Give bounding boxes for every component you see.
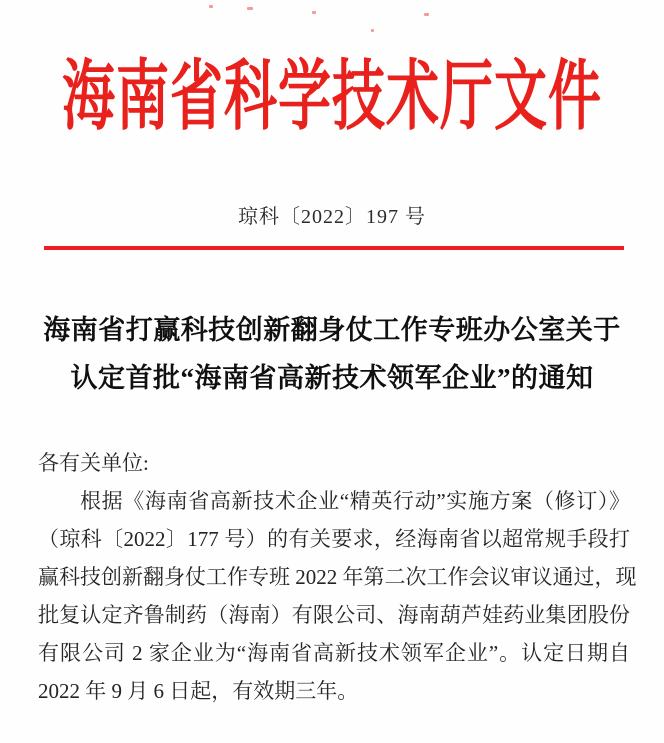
scan-speck xyxy=(312,11,316,14)
paragraph-line: 根据《海南省高新技术企业“精英行动”实施方案（修订）》 xyxy=(80,489,630,513)
document-number: 琼科〔2022〕197 号 xyxy=(238,206,426,228)
paragraph-line: 赢科技创新翻身仗工作专班 2022 年第二次工作会议审议通过，现 xyxy=(38,565,637,589)
paragraph-line: 2022 年 9 月 6 日起，有效期三年。 xyxy=(38,679,359,703)
paragraph-line: （琼科〔2022〕177 号）的有关要求，经海南省以超常规手段打 xyxy=(38,527,630,551)
scan-speck xyxy=(371,29,374,32)
salutation: 各有关单位: xyxy=(38,451,149,475)
document-title xyxy=(0,306,664,402)
red-divider-line xyxy=(44,246,624,250)
paragraph-line: 批复认定齐鲁制药（海南）有限公司、海南葫芦娃药业集团股份 xyxy=(38,603,630,627)
scan-speck xyxy=(209,5,213,8)
document-title-line1: 海南省打赢科技创新翻身仗工作专班办公室关于 xyxy=(43,315,621,345)
document-title-line2: 认定首批“海南省高新技术领军企业”的通知 xyxy=(70,363,594,393)
scan-speck xyxy=(247,7,253,10)
agency-header-title: 海南省科学技术厅文件 xyxy=(62,56,602,141)
document-body xyxy=(38,444,637,710)
paragraph-line: 有限公司 2 家企业为“海南省高新技术领军企业”。认定日期自 xyxy=(38,641,630,665)
scan-speck xyxy=(424,13,429,16)
